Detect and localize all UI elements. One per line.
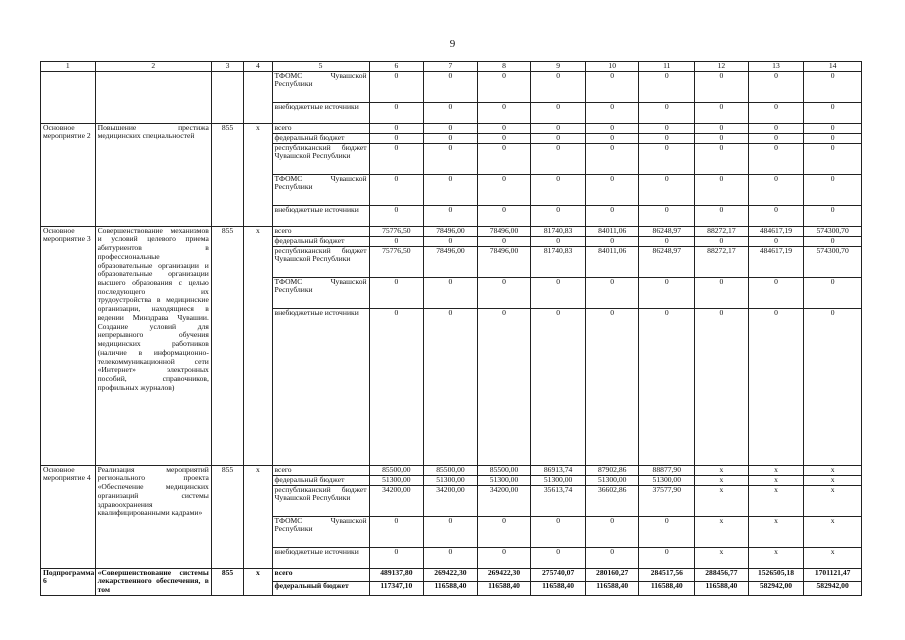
value-cell: 85500,00 bbox=[424, 465, 478, 475]
value-cell: 0 bbox=[424, 308, 478, 465]
value-cell: 0 bbox=[424, 123, 478, 133]
value-cell: 574300,70 bbox=[804, 246, 862, 277]
event-name: Основное мероприятие 3 bbox=[41, 226, 96, 465]
funding-source: внебюджетные источники bbox=[272, 205, 369, 226]
column-header: 3 bbox=[211, 62, 243, 72]
value-cell: 0 bbox=[424, 516, 478, 547]
value-cell: 0 bbox=[424, 102, 478, 123]
value-cell: 0 bbox=[748, 205, 804, 226]
value-cell: 0 bbox=[531, 308, 586, 465]
value-cell: 0 bbox=[477, 133, 531, 143]
value-cell: 0 bbox=[369, 205, 424, 226]
value-cell: х bbox=[748, 485, 804, 516]
column-header: 8 bbox=[477, 62, 531, 72]
value-cell: 0 bbox=[531, 174, 586, 205]
value-cell: 0 bbox=[585, 133, 639, 143]
value-cell: 0 bbox=[531, 547, 586, 568]
value-cell: 582942,00 bbox=[804, 582, 862, 596]
value-cell: 36602,86 bbox=[585, 485, 639, 516]
budget-code: 855 bbox=[211, 465, 243, 568]
column-header: 6 bbox=[369, 62, 424, 72]
value-cell: 0 bbox=[424, 236, 478, 246]
column-header: 2 bbox=[95, 62, 211, 72]
value-cell: 0 bbox=[639, 143, 695, 174]
value-cell: 0 bbox=[477, 102, 531, 123]
value-cell: 0 bbox=[424, 547, 478, 568]
event-description: Совершенствование механизмов и условий целевого приема абитуриентов в профессиональные образовательные организации и образовательные организации высшего образования с целью последующего их трудоустройства в медицинские организации, находящиеся в ведении Минздрава Чувашии. Создание условий для непрерывного обучения медицинских работников (наличие в информационно-телекоммуникационной сети «Интернет» электронных пособий, справочников, профильных журналов) bbox=[95, 226, 211, 465]
value-cell: 0 bbox=[585, 308, 639, 465]
value-cell: 0 bbox=[695, 174, 749, 205]
value-cell: 0 bbox=[424, 174, 478, 205]
value-cell: 84011,06 bbox=[585, 226, 639, 236]
value-cell: 0 bbox=[477, 123, 531, 133]
value-cell: х bbox=[695, 516, 749, 547]
value-cell: 0 bbox=[585, 123, 639, 133]
value-cell: 78496,00 bbox=[424, 246, 478, 277]
value-cell: 0 bbox=[477, 516, 531, 547]
value-cell: 0 bbox=[369, 143, 424, 174]
column-header: 11 bbox=[639, 62, 695, 72]
value-cell: 116588,40 bbox=[531, 582, 586, 596]
value-cell: 116588,40 bbox=[639, 582, 695, 596]
value-cell: х bbox=[695, 475, 749, 485]
event-description: «Совершенствование системы лекарственного обеспечения, в том bbox=[95, 568, 211, 595]
value-cell: 275740,07 bbox=[531, 568, 586, 582]
funding-source: всего bbox=[272, 226, 369, 236]
budget-table bbox=[40, 61, 862, 596]
value-cell: 0 bbox=[695, 102, 749, 123]
value-cell: 0 bbox=[585, 143, 639, 174]
value-cell: 0 bbox=[369, 236, 424, 246]
value-cell: 86913,74 bbox=[531, 465, 586, 475]
value-cell: 0 bbox=[695, 308, 749, 465]
description-cell bbox=[95, 71, 211, 123]
value-cell: х bbox=[695, 465, 749, 475]
value-cell: 51300,00 bbox=[477, 475, 531, 485]
value-cell: 0 bbox=[477, 205, 531, 226]
code-cell bbox=[211, 71, 243, 123]
value-cell: 0 bbox=[695, 277, 749, 308]
value-cell: 0 bbox=[639, 516, 695, 547]
value-cell: 0 bbox=[369, 133, 424, 143]
value-cell: 0 bbox=[424, 71, 478, 102]
value-cell: 0 bbox=[639, 236, 695, 246]
value-cell: 0 bbox=[424, 205, 478, 226]
funding-source: республиканский бюджет Чувашской Республики bbox=[272, 143, 369, 174]
value-cell: 0 bbox=[748, 123, 804, 133]
budget-code: 855 bbox=[211, 123, 243, 226]
value-cell: 0 bbox=[531, 277, 586, 308]
value-cell: 0 bbox=[748, 143, 804, 174]
header-row bbox=[41, 62, 862, 72]
value-cell: 0 bbox=[695, 205, 749, 226]
value-cell: 269422,30 bbox=[424, 568, 478, 582]
value-cell: 116588,40 bbox=[477, 582, 531, 596]
page-number: 9 bbox=[449, 38, 456, 50]
event-name: Основное мероприятие 4 bbox=[41, 465, 96, 568]
event-name: Основное мероприятие 2 bbox=[41, 123, 96, 226]
value-cell: 0 bbox=[748, 174, 804, 205]
value-cell: 0 bbox=[369, 71, 424, 102]
value-cell: 0 bbox=[639, 102, 695, 123]
value-cell: 0 bbox=[804, 205, 862, 226]
funding-source: республиканский бюджет Чувашской Республики bbox=[272, 246, 369, 277]
funding-source: федеральный бюджет bbox=[272, 475, 369, 485]
budget-code: 855 bbox=[211, 568, 243, 595]
value-cell: 0 bbox=[639, 71, 695, 102]
column-header: 14 bbox=[804, 62, 862, 72]
value-cell: 574300,70 bbox=[804, 226, 862, 236]
funding-source: ТФОМС Чувашской Республики bbox=[272, 277, 369, 308]
value-cell: 81740,83 bbox=[531, 226, 586, 236]
value-cell: 86248,97 bbox=[639, 226, 695, 236]
value-cell: 88272,17 bbox=[695, 246, 749, 277]
value-cell: 51300,00 bbox=[369, 475, 424, 485]
value-cell: 0 bbox=[531, 143, 586, 174]
value-cell: 0 bbox=[424, 133, 478, 143]
value-cell: х bbox=[748, 465, 804, 475]
value-cell: 280160,27 bbox=[585, 568, 639, 582]
value-cell: 0 bbox=[531, 236, 586, 246]
value-cell: 88272,17 bbox=[695, 226, 749, 236]
value-cell: 0 bbox=[585, 547, 639, 568]
value-cell: 269422,30 bbox=[477, 568, 531, 582]
value-cell: 0 bbox=[695, 133, 749, 143]
value-cell: 85500,00 bbox=[477, 465, 531, 475]
value-cell: 0 bbox=[804, 236, 862, 246]
value-cell: 0 bbox=[369, 174, 424, 205]
value-cell: 34200,00 bbox=[369, 485, 424, 516]
funding-source: внебюджетные источники bbox=[272, 102, 369, 123]
value-cell: 51300,00 bbox=[585, 475, 639, 485]
value-cell: х bbox=[804, 485, 862, 516]
value-cell: 0 bbox=[639, 308, 695, 465]
column-header: 1 bbox=[41, 62, 96, 72]
column-header: 13 bbox=[748, 62, 804, 72]
value-cell: 0 bbox=[695, 71, 749, 102]
funding-source: федеральный бюджет bbox=[272, 236, 369, 246]
value-cell: 0 bbox=[531, 123, 586, 133]
value-cell: 75776,50 bbox=[369, 226, 424, 236]
value-cell: х bbox=[804, 547, 862, 568]
value-cell: 0 bbox=[585, 102, 639, 123]
funding-source: республиканский бюджет Чувашской Республики bbox=[272, 485, 369, 516]
value-cell: 0 bbox=[748, 102, 804, 123]
value-cell: 0 bbox=[477, 174, 531, 205]
value-cell: 0 bbox=[585, 516, 639, 547]
column-header: 12 bbox=[695, 62, 749, 72]
value-cell: 484617,19 bbox=[748, 246, 804, 277]
column-header: 7 bbox=[424, 62, 478, 72]
value-cell: 0 bbox=[804, 174, 862, 205]
value-cell: 0 bbox=[369, 516, 424, 547]
budget-code: 855 bbox=[211, 226, 243, 465]
value-cell: 489137,80 bbox=[369, 568, 424, 582]
funding-source: ТФОМС Чувашской Республики bbox=[272, 516, 369, 547]
x-cell bbox=[244, 71, 272, 123]
column-header: 9 bbox=[531, 62, 586, 72]
value-cell: 0 bbox=[639, 547, 695, 568]
value-cell: 0 bbox=[585, 277, 639, 308]
table-row bbox=[41, 226, 862, 236]
value-cell: 0 bbox=[639, 133, 695, 143]
value-cell: 0 bbox=[477, 277, 531, 308]
funding-source: внебюджетные источники bbox=[272, 308, 369, 465]
value-cell: 0 bbox=[531, 133, 586, 143]
value-cell: 84011,06 bbox=[585, 246, 639, 277]
value-cell: 0 bbox=[804, 143, 862, 174]
value-cell: 0 bbox=[804, 71, 862, 102]
value-cell: 0 bbox=[477, 236, 531, 246]
value-cell: 0 bbox=[585, 236, 639, 246]
funding-source: всего bbox=[272, 465, 369, 475]
value-cell: 78496,00 bbox=[477, 226, 531, 236]
event-description: Повышение престижа медицинских специальностей bbox=[95, 123, 211, 226]
value-cell: х bbox=[804, 516, 862, 547]
value-cell: 0 bbox=[804, 123, 862, 133]
value-cell: х bbox=[804, 465, 862, 475]
value-cell: 0 bbox=[804, 102, 862, 123]
value-cell: 0 bbox=[748, 308, 804, 465]
value-cell: 0 bbox=[639, 174, 695, 205]
value-cell: 35613,74 bbox=[531, 485, 586, 516]
table-row bbox=[41, 568, 862, 582]
value-cell: 0 bbox=[748, 236, 804, 246]
value-cell: 116588,40 bbox=[695, 582, 749, 596]
funding-source: ТФОМС Чувашской Республики bbox=[272, 174, 369, 205]
value-cell: х bbox=[748, 475, 804, 485]
value-cell: 0 bbox=[531, 516, 586, 547]
table-row bbox=[41, 465, 862, 475]
value-cell: 0 bbox=[639, 277, 695, 308]
funding-source: федеральный бюджет bbox=[272, 582, 369, 596]
x-marker: х bbox=[244, 123, 272, 226]
value-cell: х bbox=[695, 547, 749, 568]
value-cell: 51300,00 bbox=[639, 475, 695, 485]
funding-source: всего bbox=[272, 123, 369, 133]
value-cell: 0 bbox=[585, 71, 639, 102]
value-cell: 0 bbox=[424, 277, 478, 308]
value-cell: 0 bbox=[639, 205, 695, 226]
value-cell: 582942,00 bbox=[748, 582, 804, 596]
value-cell: 117347,10 bbox=[369, 582, 424, 596]
value-cell: 0 bbox=[369, 308, 424, 465]
value-cell: 88877,90 bbox=[639, 465, 695, 475]
value-cell: 34200,00 bbox=[477, 485, 531, 516]
table-row bbox=[41, 71, 862, 102]
value-cell: х bbox=[804, 475, 862, 485]
value-cell: 75776,50 bbox=[369, 246, 424, 277]
value-cell: 37577,90 bbox=[639, 485, 695, 516]
value-cell: 0 bbox=[585, 205, 639, 226]
value-cell: 0 bbox=[804, 277, 862, 308]
table-row bbox=[41, 123, 862, 133]
value-cell: 116588,40 bbox=[424, 582, 478, 596]
funding-source: внебюджетные источники bbox=[272, 547, 369, 568]
column-header: 4 bbox=[244, 62, 272, 72]
value-cell: 0 bbox=[531, 205, 586, 226]
value-cell: 0 bbox=[585, 174, 639, 205]
funding-source: федеральный бюджет bbox=[272, 133, 369, 143]
value-cell: 51300,00 bbox=[424, 475, 478, 485]
value-cell: 0 bbox=[748, 277, 804, 308]
value-cell: 0 bbox=[531, 102, 586, 123]
value-cell: 1526505,18 bbox=[748, 568, 804, 582]
value-cell: 86248,97 bbox=[639, 246, 695, 277]
event-name: Подпрограмма 6 bbox=[41, 568, 96, 595]
value-cell: 51300,00 bbox=[531, 475, 586, 485]
value-cell: 116588,40 bbox=[585, 582, 639, 596]
column-header: 10 bbox=[585, 62, 639, 72]
value-cell: 0 bbox=[369, 277, 424, 308]
value-cell: 0 bbox=[639, 123, 695, 133]
value-cell: х bbox=[748, 547, 804, 568]
name-cell bbox=[41, 71, 96, 123]
value-cell: 78496,00 bbox=[424, 226, 478, 236]
column-header: 5 bbox=[272, 62, 369, 72]
value-cell: 0 bbox=[477, 547, 531, 568]
value-cell: 81740,83 bbox=[531, 246, 586, 277]
value-cell: 0 bbox=[695, 236, 749, 246]
value-cell: 0 bbox=[748, 71, 804, 102]
value-cell: 284517,56 bbox=[639, 568, 695, 582]
value-cell: 87902,86 bbox=[585, 465, 639, 475]
funding-source: всего bbox=[272, 568, 369, 582]
value-cell: 0 bbox=[369, 102, 424, 123]
funding-source: ТФОМС Чувашской Республики bbox=[272, 71, 369, 102]
value-cell: 85500,00 bbox=[369, 465, 424, 475]
value-cell: 0 bbox=[477, 308, 531, 465]
value-cell: 0 bbox=[804, 133, 862, 143]
value-cell: 0 bbox=[369, 123, 424, 133]
value-cell: х bbox=[748, 516, 804, 547]
event-description: Реализация мероприятий регионального проекта «Обеспечение медицинских организаций системы здравоохранения квалифицированными кадрами» bbox=[95, 465, 211, 568]
value-cell: 0 bbox=[695, 143, 749, 174]
value-cell: 78496,00 bbox=[477, 246, 531, 277]
value-cell: 0 bbox=[531, 71, 586, 102]
value-cell: 0 bbox=[804, 308, 862, 465]
value-cell: 1701121,47 bbox=[804, 568, 862, 582]
value-cell: 0 bbox=[369, 547, 424, 568]
value-cell: 0 bbox=[748, 133, 804, 143]
value-cell: х bbox=[695, 485, 749, 516]
x-marker: х bbox=[244, 568, 272, 595]
value-cell: 34200,00 bbox=[424, 485, 478, 516]
x-marker: х bbox=[244, 465, 272, 568]
value-cell: 0 bbox=[477, 71, 531, 102]
value-cell: 288456,77 bbox=[695, 568, 749, 582]
x-marker: х bbox=[244, 226, 272, 465]
value-cell: 484617,19 bbox=[748, 226, 804, 236]
value-cell: 0 bbox=[424, 143, 478, 174]
value-cell: 0 bbox=[695, 123, 749, 133]
value-cell: 0 bbox=[477, 143, 531, 174]
